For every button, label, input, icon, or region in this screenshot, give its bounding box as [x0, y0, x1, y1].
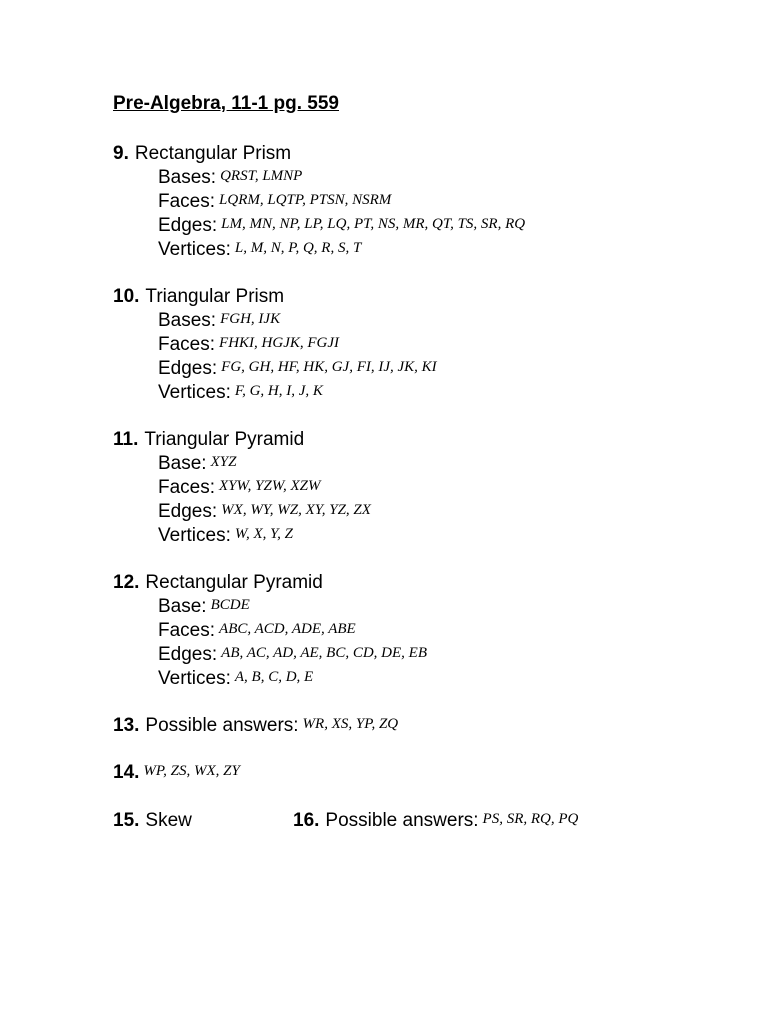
row-value: XYW, YZW, XZW — [219, 478, 321, 494]
row-label: Vertices: — [158, 382, 231, 403]
problem-name: Rectangular Prism — [134, 143, 292, 164]
row-value: FG, GH, HF, HK, GJ, FI, IJ, JK, KI — [221, 359, 437, 375]
problem-15 — [113, 809, 192, 833]
problem-heading — [113, 809, 192, 833]
row-label: Possible answers: — [325, 810, 479, 831]
problem-heading — [113, 571, 427, 595]
base-row — [113, 595, 427, 619]
problem-14 — [113, 761, 240, 785]
problem-16 — [293, 809, 578, 833]
row-label: Edges: — [158, 358, 218, 379]
row-value: FGH, IJK — [220, 311, 281, 327]
row-label: Vertices: — [158, 239, 231, 260]
faces-row — [113, 190, 525, 214]
vertices-row — [113, 238, 525, 262]
problem-number: 10. — [113, 286, 140, 307]
problem-13 — [113, 714, 398, 738]
problem-9 — [113, 142, 525, 262]
row-label: Faces: — [158, 191, 216, 212]
row-value: AB, AC, AD, AE, BC, CD, DE, EB — [221, 645, 427, 661]
row-value: ABC, ACD, ADE, ABE — [219, 621, 356, 637]
faces-row — [113, 333, 437, 357]
row-label: Edges: — [158, 501, 218, 522]
problem-heading — [113, 761, 240, 785]
row-label: Edges: — [158, 644, 218, 665]
bases-row — [113, 166, 525, 190]
row-label: Faces: — [158, 334, 216, 355]
row-label: Faces: — [158, 620, 216, 641]
edges-row — [113, 357, 437, 381]
vertices-row — [113, 667, 427, 691]
edges-row — [113, 643, 427, 667]
row-label: Base: — [158, 596, 207, 617]
problem-number: 14. — [113, 762, 140, 783]
row-value: LQRM, LQTP, PTSN, NSRM — [219, 192, 392, 208]
problem-12 — [113, 571, 427, 691]
problem-11 — [113, 428, 371, 548]
edges-row — [113, 214, 525, 238]
row-value: QRST, LMNP — [220, 168, 303, 184]
row-value: A, B, C, D, E — [234, 669, 314, 685]
row-value: WX, WY, WZ, XY, YZ, ZX — [221, 502, 371, 518]
row-label: Bases: — [158, 310, 217, 331]
row-label: Vertices: — [158, 668, 231, 689]
problem-number: 12. — [113, 572, 140, 593]
row-value: FHKI, HGJK, FGJI — [219, 335, 340, 351]
row-value: W, X, Y, Z — [234, 526, 293, 542]
vertices-row — [113, 381, 437, 405]
faces-row — [113, 619, 427, 643]
problem-10 — [113, 285, 437, 405]
row-label: Vertices: — [158, 525, 231, 546]
problem-name: Triangular Pyramid — [144, 429, 305, 450]
problem-number: 9. — [113, 143, 129, 164]
problem-name: Rectangular Pyramid — [145, 572, 323, 593]
row-value: BCDE — [210, 597, 250, 613]
row-value: PS, SR, RQ, PQ — [482, 811, 579, 827]
row-value: L, M, N, P, Q, R, S, T — [234, 240, 362, 256]
answer-text: Skew — [145, 810, 192, 831]
row-value: WR, XS, YP, ZQ — [302, 716, 399, 732]
problem-heading — [293, 809, 578, 833]
row-value: WP, ZS, WX, ZY — [143, 763, 240, 779]
faces-row — [113, 476, 371, 500]
row-value: F, G, H, I, J, K — [234, 383, 323, 399]
row-label: Edges: — [158, 215, 218, 236]
vertices-row — [113, 524, 371, 548]
base-row — [113, 452, 371, 476]
problem-number: 15. — [113, 810, 140, 831]
problem-number: 13. — [113, 715, 140, 736]
problem-number: 11. — [113, 429, 139, 450]
bases-row — [113, 309, 437, 333]
row-value: XYZ — [210, 454, 237, 470]
row-label: Bases: — [158, 167, 217, 188]
problem-heading — [113, 428, 371, 452]
row-label: Possible answers: — [145, 715, 299, 736]
row-label: Base: — [158, 453, 207, 474]
problem-number: 16. — [293, 810, 320, 831]
row-value: LM, MN, NP, LP, LQ, PT, NS, MR, QT, TS, SR, RQ — [221, 216, 526, 232]
edges-row — [113, 500, 371, 524]
problem-heading — [113, 285, 437, 309]
problem-heading — [113, 714, 398, 738]
page-title: Pre-Algebra, 11-1 pg. 559 — [113, 93, 339, 114]
row-label: Faces: — [158, 477, 216, 498]
problem-heading — [113, 142, 525, 166]
problem-name: Triangular Prism — [145, 286, 285, 307]
